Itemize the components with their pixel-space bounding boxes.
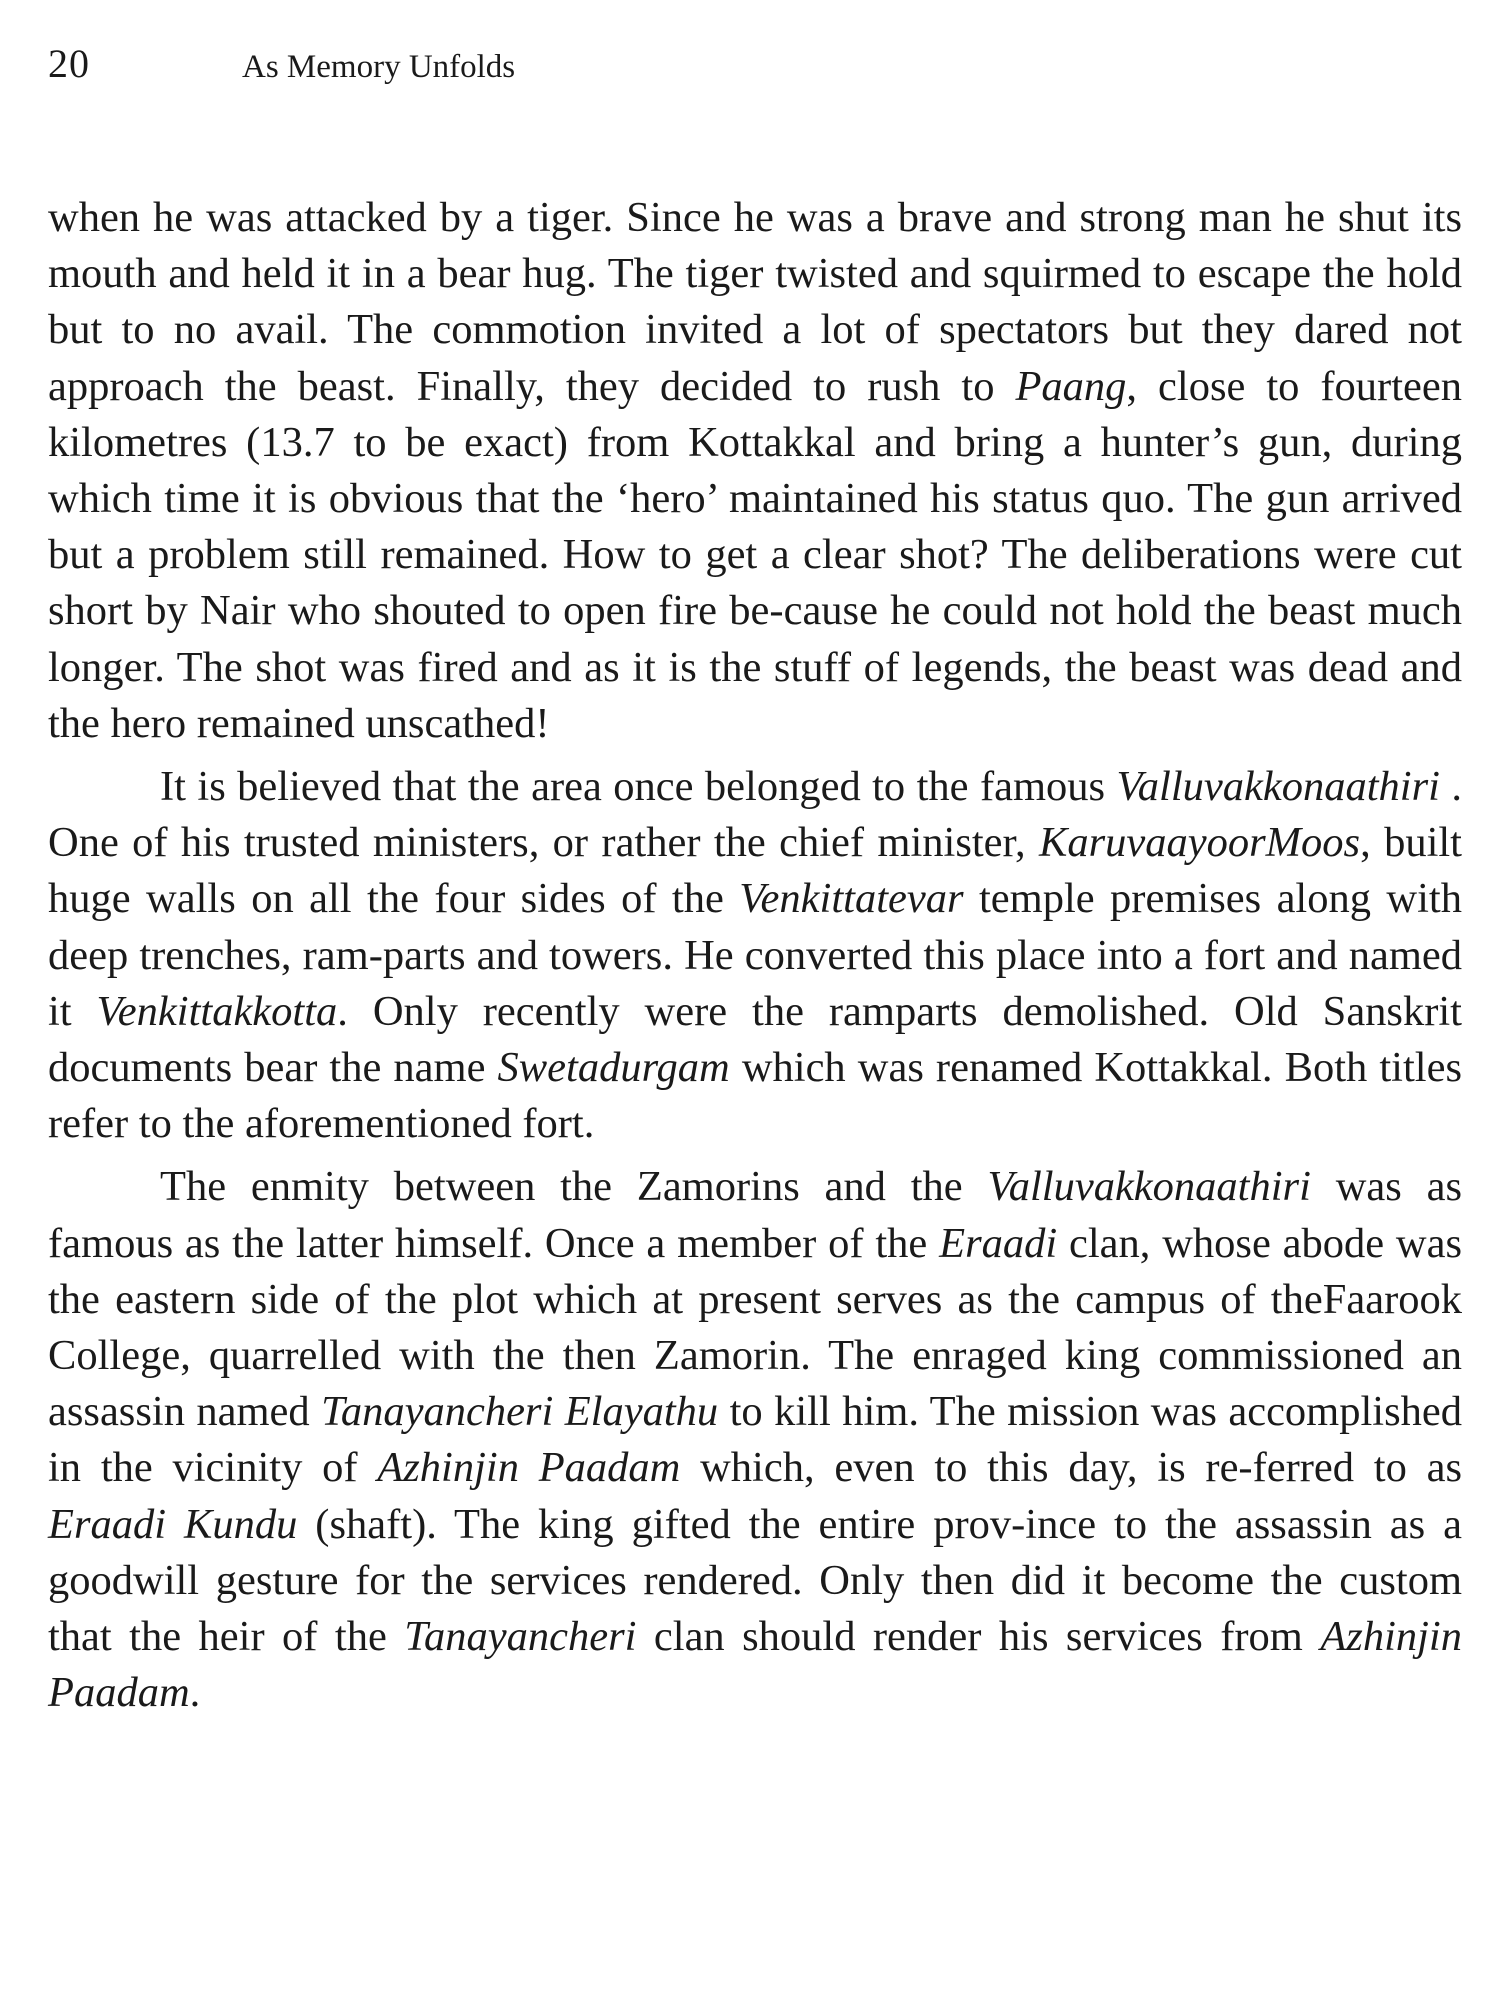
text-segment: (shaft). The king gifted the entire prov-ince to the assassin as a goodwill gesture for the services rendered. Only then did it become the custom that the heir of the <box>48 1500 1462 1661</box>
italic-term: Tanayancheri Elayathu <box>321 1388 719 1436</box>
italic-term: Venkittatevar <box>739 875 964 923</box>
italic-term: Azhinjin Paadam <box>377 1444 681 1492</box>
text-segment: . <box>189 1669 201 1717</box>
text-segment: , close to fourteen kilometres (13.7 to be exact) from Kottakkal and bring a hunter’s gun, during which time it is obvious that the ‘hero’ maintained his status quo. The gun arrived but a problem still remained. How to get a clear shot? The deliberations were cut short by Nair who shouted to open fire be-cause he could not hold the beast much longer. The shot was fired and as it is the stuff of legends, the beast was dead and the hero remained unscathed! <box>48 362 1462 747</box>
italic-term: Valluvakkonaathiri <box>987 1163 1311 1211</box>
italic-term: Eraadi Kundu <box>48 1500 298 1548</box>
text-segment: temple premises along with deep trenches, ram-parts and towers. He converted this place into a fort and named it <box>48 875 1462 1035</box>
paragraph-tiger-story <box>48 190 1462 752</box>
italic-term: Venkittakkotta <box>96 987 338 1035</box>
text-segment: to kill him. The mission was accomplished in the vicinity of <box>48 1388 1463 1492</box>
body-text <box>48 190 1462 1728</box>
italic-term: Tanayancheri <box>404 1613 637 1661</box>
paragraph-zamorin-enmity <box>48 1159 1462 1721</box>
text-segment: It is believed that the area once belonged to the famous <box>160 763 1117 811</box>
running-header <box>48 40 1452 100</box>
text-segment: which was renamed Kottakkal. Both titles refer to the aforementioned fort. <box>48 1044 1462 1148</box>
text-segment: . One of his trusted ministers, or rather the chief minister, <box>48 763 1463 867</box>
italic-term: Eraadi <box>939 1219 1058 1267</box>
text-segment: clan should render his services from <box>636 1613 1321 1661</box>
text-segment: was as famous as the latter himself. Once a member of the <box>48 1163 1463 1267</box>
italic-term: Azhinjin Paadam <box>48 1613 1462 1717</box>
paragraph-fort-history <box>48 759 1462 1152</box>
italic-term: KaruvaayoorMoos <box>1038 819 1361 867</box>
book-title: As Memory Unfolds <box>242 49 516 85</box>
text-segment: , built huge walls on all the four sides of the <box>48 819 1462 923</box>
text-segment: when he was attacked by a tiger. Since he was a brave and strong man he shut its mouth and held it in a bear hug. The tiger twisted and squirmed to escape the hold but to no avail. The commotion invited a lot of spectators but they dared not approach the beast. Finally, they decided to rush to <box>48 194 1462 410</box>
italic-term: Swetadurgam <box>497 1044 730 1092</box>
text-segment: The enmity between the Zamorins and the <box>160 1163 988 1211</box>
text-segment: . Only recently were the ramparts demolished. Old Sanskrit documents bear the name <box>48 987 1462 1092</box>
page-number: 20 <box>48 41 90 86</box>
italic-term: Paang <box>1015 362 1127 410</box>
text-segment: clan, whose abode was the eastern side of the plot which at present serves as the campus of theFaarook College, quarrelled with the then Zamorin. The enraged king commissioned an assassin named <box>48 1219 1463 1436</box>
italic-term: Valluvakkonaathiri <box>1116 763 1440 811</box>
text-segment: which, even to this day, is re-ferred to as <box>680 1444 1462 1492</box>
